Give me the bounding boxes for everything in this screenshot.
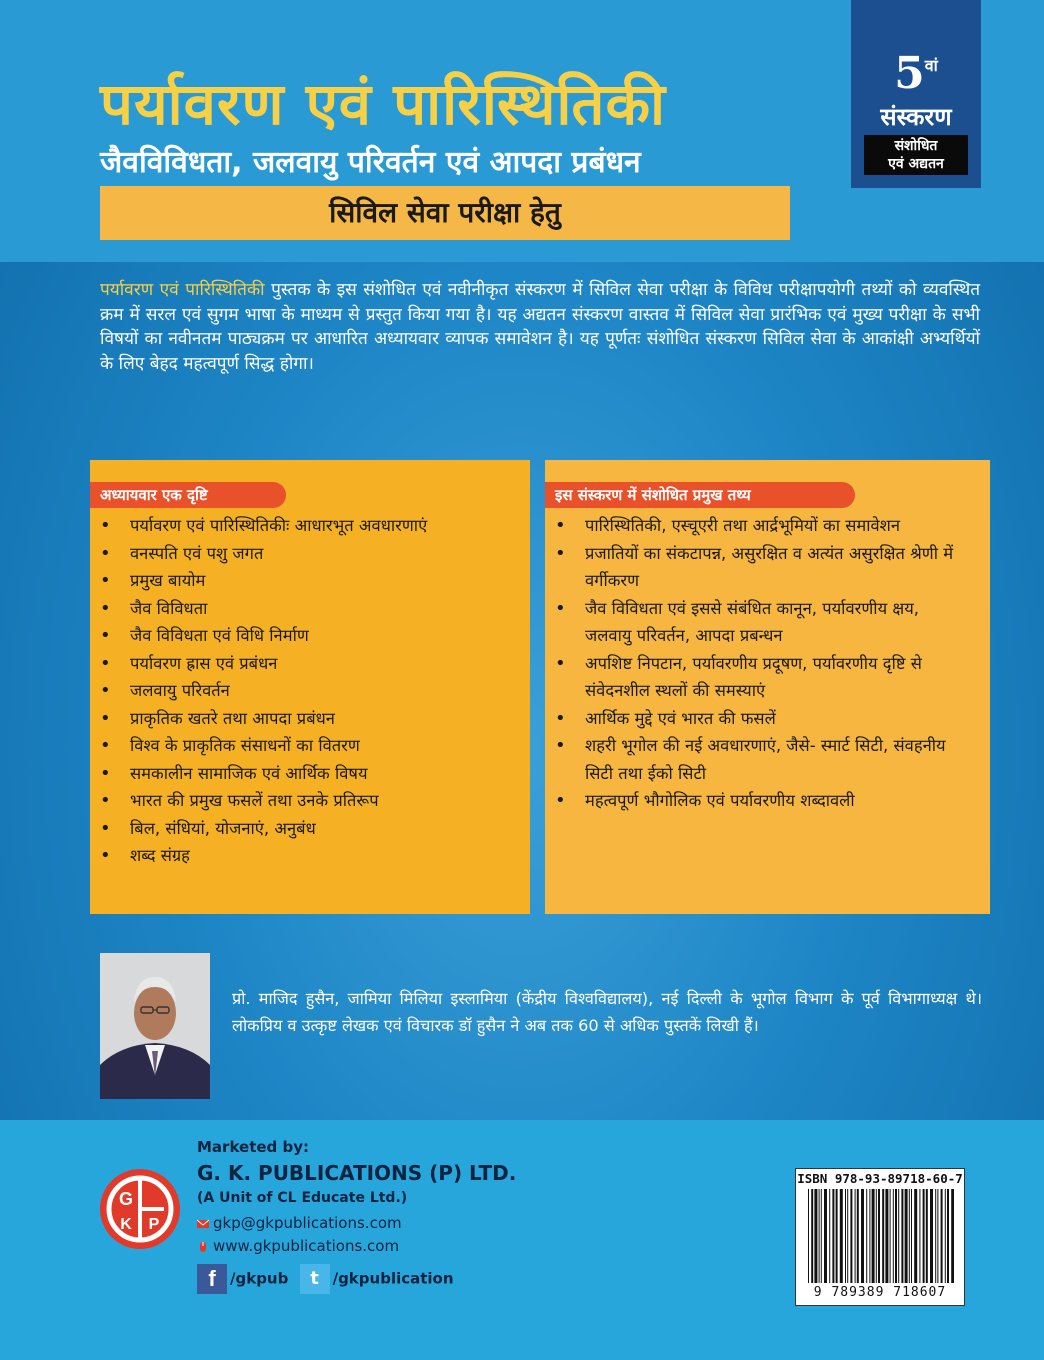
barcode-bar [930, 1189, 933, 1283]
website-row [197, 1237, 399, 1255]
barcode-bar [878, 1189, 880, 1283]
barcode-bar [935, 1189, 936, 1283]
barcode-bar [808, 1189, 809, 1283]
header-band [0, 0, 1044, 262]
barcode-bar [872, 1189, 875, 1283]
barcode-bar [937, 1189, 938, 1283]
edition-badge [851, 0, 981, 188]
exam-band: सिविल सेवा परीक्षा हेतु [100, 186, 790, 240]
social-row [197, 1264, 454, 1294]
isbn-digits: 9 789389 718607 [813, 1285, 947, 1300]
list-item: • जलवायु परिवर्तन [130, 677, 460, 705]
barcode-bar [824, 1189, 827, 1283]
barcode-bar [951, 1189, 954, 1283]
list-item: • भारत की प्रमुख फसलें तथा उनके प्रतिरूप [130, 787, 460, 815]
chapters-heading: अध्यायवार एक दृष्टि [90, 482, 286, 508]
barcode-bar [811, 1189, 813, 1283]
chapters-list [90, 512, 460, 870]
author-portrait-icon [100, 953, 210, 1099]
barcode-bar [909, 1189, 910, 1283]
facebook-icon: f [197, 1264, 227, 1294]
email-row [197, 1214, 402, 1232]
barcode-bar [926, 1189, 928, 1283]
barcode-bar [819, 1189, 820, 1283]
barcode-bar [947, 1189, 949, 1283]
author-bio: प्रो. माजिद हुसैन, जामिया मिलिया इस्लामिया (केंद्रीय विश्वविद्यालय), नई दिल्ली के भूगोल विभाग के पूर्व विभागाध्यक्ष थे। लोकप्रिय व उत्कृष्ट लेखक एवं विचारक डॉ हुसैन ने अब तक 60 से अधिक पुस्तकें लिखी हैं। [232, 989, 982, 1035]
revised-tag-line1: संशोधित [894, 138, 938, 154]
list-item: • अपशिष्ट निपटान, पर्यावरणीय प्रदूषण, पर्यावरणीय दृष्टि से संवेदनशील स्थलों की समस्याएं [585, 650, 955, 705]
isbn-barcode [795, 1168, 965, 1306]
edition-number-row [851, 48, 981, 99]
barcode-bar [850, 1189, 852, 1283]
barcode-bar [832, 1189, 834, 1283]
list-item: • प्राकृतिक खतरे तथा आपदा प्रबंधन [130, 705, 460, 733]
email-link[interactable]: gkp@gkpublications.com [213, 1214, 402, 1232]
edition-number: 5 [894, 48, 925, 99]
list-item: • पारिस्थितिकी, एस्चूएरी तथा आर्द्रभूमियों का समावेशन [585, 512, 955, 540]
list-item: • प्रमुख बायोम [130, 567, 460, 595]
logo-letter-g: G [118, 1189, 134, 1209]
publisher-name: G. K. PUBLICATIONS (P) LTD. [197, 1161, 517, 1185]
list-item: • पर्यावरण एवं पारिस्थितिकीः आधारभूत अवधारणाएं [130, 512, 460, 540]
barcode-bar [893, 1189, 894, 1283]
revised-heading: इस संस्करण में संशोधित प्रमुख तथ्य [545, 482, 855, 508]
list-item: • आर्थिक मुद्दे एवं भारत की फसलें [585, 705, 955, 733]
barcode-bar [840, 1189, 843, 1283]
barcode-bar [857, 1189, 859, 1283]
barcode-bar [885, 1189, 888, 1283]
twitter-handle[interactable]: /gkpublication [332, 1269, 454, 1288]
chapters-box [90, 460, 530, 914]
barcode-bar [882, 1189, 884, 1283]
barcode-bar [911, 1189, 912, 1283]
author-photo [100, 953, 210, 1099]
website-link[interactable]: www.gkpublications.com [213, 1237, 400, 1255]
publisher-unit: (A Unit of CL Educate Ltd.) [197, 1190, 408, 1206]
logo-letter-k: K [120, 1216, 132, 1233]
list-item: • जैव विविधता [130, 595, 460, 623]
book-subtitle: जैवविविधता, जलवायु परिवर्तन एवं आपदा प्रबंधन [100, 145, 641, 180]
list-item: • विश्व के प्राकृतिक संसाधनों का वितरण [130, 732, 460, 760]
marketed-by-label: Marketed by: [197, 1138, 310, 1156]
list-item: • शहरी भूगोल की नई अवधारणाएं, जैसे- स्मार्ट सिटी, संवहनीय सिटी तथा ईको सिटी [585, 732, 955, 787]
revised-tag-line2: एवं अद्यतन [888, 156, 944, 172]
list-item: • समकालीन सामाजिक एवं आर्थिक विषय [130, 760, 460, 788]
barcode-bar [814, 1189, 817, 1283]
barcode-bar [898, 1189, 899, 1283]
list-item: • महत्वपूर्ण भौगोलिक एवं पर्यावरणीय शब्दावली [585, 787, 955, 815]
barcode-bar [905, 1189, 908, 1283]
barcode-bar [866, 1189, 867, 1283]
barcode-bar [901, 1189, 903, 1283]
barcode-bar [876, 1189, 877, 1283]
barcode-bar [847, 1189, 848, 1283]
barcode-bar [821, 1189, 822, 1283]
list-item: • शब्द संग्रह [130, 842, 460, 870]
barcode-bar [845, 1189, 846, 1283]
book-title: पर्यावरण एवं पारिस्थितिकी [100, 70, 667, 138]
barcode-bar [869, 1189, 870, 1283]
barcode-bar [941, 1189, 943, 1283]
barcode-bar [890, 1189, 891, 1283]
email-icon [197, 1218, 209, 1230]
barcode-bar [829, 1189, 830, 1283]
intro-paragraph [100, 278, 980, 376]
twitter-icon: t [300, 1264, 330, 1294]
list-item: • प्रजातियों का संकटापन्न, असुरक्षित व अत्यंत असुरक्षित श्रेणी में वर्गीकरण [585, 540, 955, 595]
revised-facts-box [545, 460, 990, 914]
barcode-bar [914, 1189, 917, 1283]
barcode-bar [855, 1189, 856, 1283]
barcode-bar [895, 1189, 897, 1283]
barcode-bar [923, 1189, 925, 1283]
logo-letter-p: P [148, 1216, 160, 1233]
list-item: • जैव विविधता एवं इससे संबंधित कानून, पर्यावरणीय क्षय, जलवायु परिवर्तन, आपदा प्रबन्धन [585, 595, 955, 650]
revised-list [545, 512, 955, 815]
gkp-logo-icon [98, 1167, 182, 1251]
facebook-handle[interactable]: /gkpub [230, 1269, 289, 1288]
mouse-icon [197, 1241, 209, 1253]
intro-highlight: पर्यावरण एवं पारिस्थितिकी [100, 280, 265, 300]
barcode-icon [806, 1189, 954, 1283]
barcode-bar [919, 1189, 920, 1283]
barcode-bar [861, 1189, 864, 1283]
list-item: • वनस्पति एवं पशु जगत [130, 540, 460, 568]
edition-label: संस्करण [880, 103, 952, 131]
list-item: • पर्यावरण ह्रास एवं प्रबंधन [130, 650, 460, 678]
barcode-bar [836, 1189, 838, 1283]
list-item: • बिल, संधियां, योजनाएं, अनुबंध [130, 815, 460, 843]
intro-text: पुस्तक के इस संशोधित एवं नवीनीकृत संस्करण में सिविल सेवा परीक्षा के विविध परीक्षापयोगी तथ्यों को व्यवस्थित क्रम में सरल एवं सुगम भाषा के माध्यम से प्रस्तुत किया गया है। यह अद्यतन संस्करण वास्तव में सिविल सेवा प्रारंभिक एवं मुख्य परीक्षा के सभी विषयों का नवीनतम पाठ्यक्रम पर आधारित अध्यायवार व्यापक समावेशन है। यह पूर्णतः संशोधित संस्करण सिविल सेवा के आकांक्षी अभ्यर्थियों के लिए बेहद महत्वपूर्ण सिद्ध होगा। [100, 280, 980, 374]
edition-suffix: वां [924, 56, 938, 75]
list-item: • जैव विविधता एवं विधि निर्माण [130, 622, 460, 650]
revised-updated-tag [864, 135, 968, 175]
barcode-bar [945, 1189, 946, 1283]
isbn-number: ISBN 978-93-89718-60-7 [797, 1171, 963, 1186]
